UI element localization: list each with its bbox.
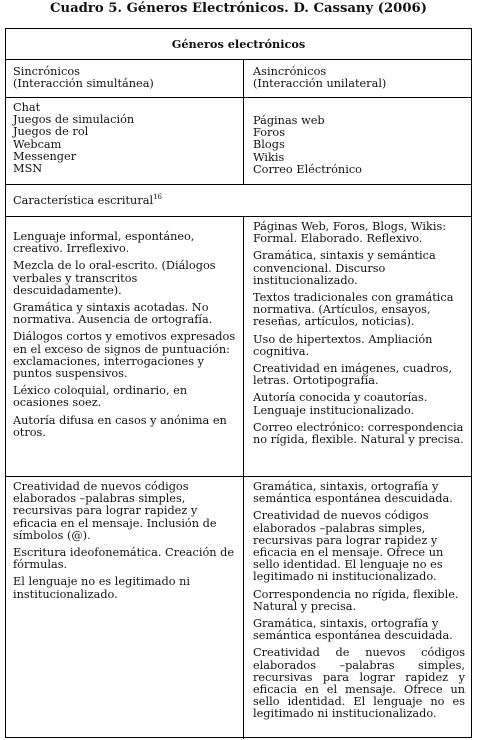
list-item: Messenger: [13, 149, 77, 163]
feature-label-text: Característica escritural: [13, 194, 154, 207]
feature-item: Escritura ideofonemática. Creación de fórmulas.: [13, 546, 235, 572]
list-item: Foros: [253, 126, 286, 140]
list-item: Juegos de rol: [13, 125, 89, 139]
feature-item: Lenguaje informal, espontáneo, creativo. Irreflexivo.: [13, 230, 195, 256]
feature-item: El lenguaje no es legitimado ni institucionalizado.: [13, 575, 191, 601]
feature-item: Textos tradicionales con gramática normativa. (Artículos, ensayos, reseñas, artículos, noticias).: [253, 291, 454, 329]
async-genres-cell: [244, 98, 471, 184]
feature-item: Correo electrónico: correspondencia no rígida, flexible. Natural y precisa.: [253, 420, 464, 447]
list-item: MSN: [13, 162, 43, 176]
feature-item: Formal. Elaborado. Reflexivo.: [253, 232, 423, 246]
genres-table: [5, 28, 472, 738]
sync-features-cell-2: [6, 477, 244, 739]
footnote-marker: 16: [153, 193, 162, 202]
features-row-1: [6, 216, 471, 476]
feature-item: Gramática y sintaxis acotadas. No normativa. Ausencia de ortografía.: [13, 301, 213, 327]
list-item: Páginas web: [253, 114, 325, 127]
feature-item: Mezcla de lo oral-escrito. (Diálogos verbales y transcritos descuidadamente).: [13, 259, 216, 297]
list-item: Wikis: [253, 150, 285, 164]
async-features-cell-1: [244, 217, 471, 476]
feature-item: Diálogos cortos y emotivos expresados en el exceso de signos de puntuación: exclamaciones, interrogaciones y puntos suspensivos.: [13, 330, 236, 381]
feature-item: Creatividad de nuevos códigos elaborados –palabras simples, recursivas para lograr rapidez y eficacia en el mensaje. Ofrece un sello identidad. El lenguaje no es legitimado ni institucionalizado.: [253, 646, 465, 721]
genre-list-row: [6, 97, 471, 184]
async-header-subtitle: (Interacción unilateral): [253, 77, 387, 91]
feature-label: [6, 185, 471, 207]
feature-label-row: [6, 184, 471, 216]
sync-header-subtitle: (Interacción simultánea): [13, 77, 154, 91]
list-item: Correo Eléctrónico: [253, 162, 362, 176]
features-row-2: [6, 476, 471, 739]
feature-item: Autoría difusa en casos y anónima en otros.: [13, 413, 227, 439]
table-heading: Géneros electrónicos: [171, 37, 306, 51]
async-header-title: Asincrónicos: [253, 65, 327, 78]
sync-genres-cell: [6, 98, 244, 184]
feature-item: Uso de hipertextos. Ampliación cognitiva.: [253, 332, 433, 358]
feature-item: Autoría conocida y coautorías. Lenguaje institucionalizado.: [253, 391, 428, 417]
interaction-type-row: [6, 59, 471, 97]
async-features-cell-2: [244, 477, 471, 739]
feature-intro: Páginas Web, Foros, Blogs, Wikis:: [253, 220, 447, 233]
table-title: Cuadro 5. Géneros Electrónicos. D. Cassany (2006): [50, 1, 427, 16]
feature-item: Gramática, sintaxis, ortografía y semántica espontánea descuidada.: [253, 617, 453, 643]
feature-item: Correspondencia no rígida, flexible. Natural y precisa.: [253, 587, 459, 613]
feature-item: Gramática, sintaxis y semántica convencional. Discurso institucionalizado.: [253, 249, 436, 287]
sync-features-cell-1: [6, 217, 244, 476]
async-header-cell: [244, 60, 471, 97]
sync-header-title: Sincrónicos: [13, 65, 80, 78]
feature-item: Gramática, sintaxis, ortografía y semántica espontánea descuidada.: [253, 480, 453, 506]
table-heading-row: [6, 29, 471, 59]
list-item: Chat: [13, 101, 41, 114]
feature-item: Creatividad en imágenes, cuadros, letras. Ortotipografía.: [253, 362, 453, 388]
feature-item: Creatividad de nuevos códigos elaborados –palabras simples, recursivas para lograr rapidez y eficacia en el mensaje. Ofrece un sello identidad. El lenguaje no es legitimado ni institucionalizado.: [253, 509, 444, 584]
feature-item: Creatividad de nuevos códigos elaborados –palabras simples, recursivas para lograr rapidez y eficacia en el mensaje. Inclusión de símbolos (@).: [13, 480, 217, 542]
list-item: Webcam: [13, 137, 62, 151]
feature-item: Léxico coloquial, ordinario, en ocasiones soez.: [13, 384, 188, 410]
list-item: Blogs: [253, 138, 285, 152]
sync-header-cell: [6, 60, 244, 97]
list-item: Juegos de simulación: [13, 113, 135, 127]
